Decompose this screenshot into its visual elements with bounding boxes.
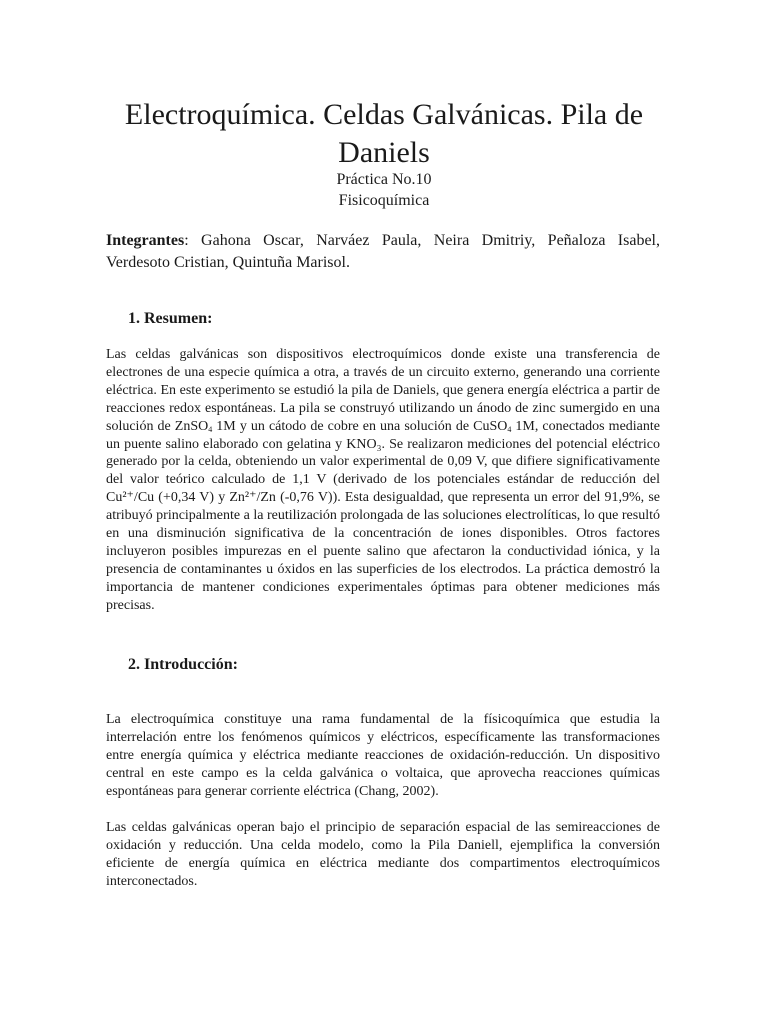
intro-paragraph: La electroquímica constituye una rama fundamental de la físicoquímica que estudia la interrelación entre los fenómenos químicos y eléctricos, específicamente las transformaciones entre energía química y eléctrica mediante reacciones de oxidación-reducción. Un dispositivo central en este campo es la celda galvánica o voltaica, que aprovecha reacciones químicas espontáneas para generar corriente eléctrica (Chang, 2002). bbox=[106, 712, 660, 799]
abstract-paragraph bbox=[106, 346, 660, 615]
abstract-text-part: 1M y un cátodo de cobre en una solución de CuSO bbox=[212, 418, 508, 434]
abstract-text-part: Las celdas galvánicas son dispositivos electroquímicos donde existe una transferencia de electrones de una especie química a otra, a través de un circuito externo, generando una corriente eléctrica. En este experimento se estudió la pila de Daniels, que genera energía eléctrica a partir de reacciones redox espontáneas. La pila se construyó utilizando un ánodo de zinc sumergido en una solución de ZnSO bbox=[106, 347, 660, 434]
course-name: Fisicoquímica bbox=[338, 192, 430, 209]
title-block-subtitle bbox=[106, 169, 662, 211]
subscript: 4 bbox=[208, 424, 213, 434]
members-label: Integrantes bbox=[106, 232, 185, 249]
subscript: 4 bbox=[507, 424, 512, 434]
section-heading-resumen: 1. Resumen: bbox=[128, 310, 213, 327]
members-names: : Gahona Oscar, Narváez Paula, Neira Dmitriy, Peñaloza Isabel, Verdesoto Cristian, Quintuña Marisol. bbox=[106, 232, 660, 271]
section-heading-introduccion: 2. Introducción: bbox=[128, 656, 238, 673]
document-title: Electroquímica. Celdas Galvánicas. Pila de Daniels bbox=[124, 98, 644, 169]
members-line bbox=[106, 230, 660, 274]
intro-paragraph: Las celdas galvánicas operan bajo el principio de separación espacial de las semireacciones de oxidación y reducción. Una celda modelo, como la Pila Daniell, ejemplifica la conversión eficiente de energía química en eléctrica mediante dos compartimentos electroquímicos interconectados. bbox=[106, 820, 660, 889]
abstract-text-part: 1M, conectados mediante un puente salino elaborado con gelatina y KNO₃. Se realizaron mediciones del potencial eléctrico generado por la celda, obteniendo un valor experimental de 0,09 V, que difiere significativamente del valor teórico calculado de 1,1 V (derivado de los potenciales estándar de reducción del Cu²⁺/Cu (+0,34 V) y Zn²⁺/Zn (-0,76 V)). Esta desigualdad, que representa un error del 91,9%, se atribuyó principalmente a la reutilización prolongada de las soluciones electrolíticas, lo que resultó en una disminución significativa de la concentración de iones disponibles. Otros factores incluyeron posibles impurezas en el puente salino que afectaron la conductividad iónica, y la presencia de contaminantes u óxidos en las superficies de los electrodos. La práctica demostró la importancia de mantener condiciones experimentales óptimas para obtener mediciones más precisas. bbox=[106, 418, 660, 613]
practice-number: Práctica No.10 bbox=[336, 171, 432, 188]
